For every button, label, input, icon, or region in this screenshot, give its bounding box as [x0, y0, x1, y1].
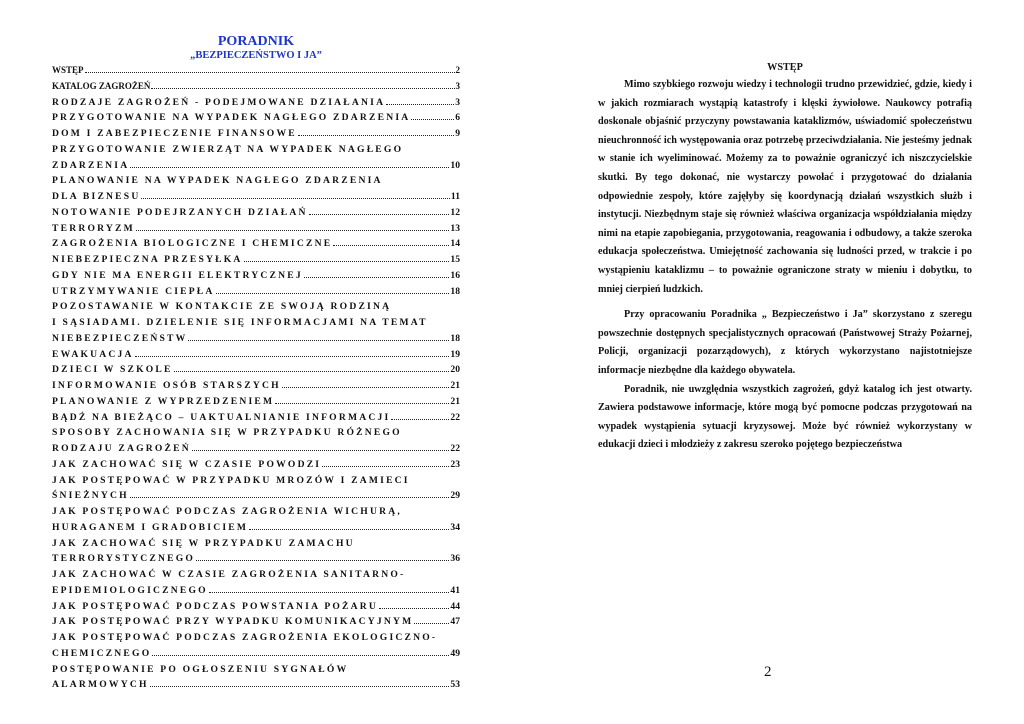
- toc-dot-leader: [151, 88, 454, 89]
- toc-entry-title: DZIECI W SZKOLE: [52, 364, 173, 376]
- toc-entry-line: [52, 599, 460, 615]
- toc-entry-line: [52, 536, 460, 552]
- toc-entry-line: [52, 173, 460, 189]
- toc-entry-title: EPIDEMIOLOGICZNEGO: [52, 584, 208, 596]
- toc-entry-title: RODZAJU ZAGROŻEŃ: [52, 443, 191, 454]
- toc-entry: [52, 567, 460, 599]
- toc-page-number: 18: [450, 285, 460, 297]
- toc-entry-title: JAK POSTĘPOWAĆ PODCZAS POWSTANIA POŻARU: [52, 600, 379, 612]
- toc-entry-line: [52, 95, 460, 111]
- toc-entry: [52, 410, 460, 426]
- toc-entry-line: [52, 79, 460, 95]
- toc-entry-title: I SĄSIADAMI. DZIELENIE SIĘ INFORMACJAMI NA TEMAT: [52, 317, 428, 328]
- toc-page-number: 22: [450, 411, 460, 423]
- toc-entry-line: [52, 362, 460, 378]
- toc-entry-line: [52, 331, 460, 347]
- toc-entry: [52, 221, 460, 237]
- toc-entry-title: JAK ZACHOWAĆ W CZASIE ZAGROŻENIA SANITARNO-: [52, 569, 406, 580]
- toc-dot-leader: [414, 623, 449, 624]
- toc-entry-title: TERRORYSTYCZNEGO: [52, 553, 196, 565]
- toc-entry-line: [52, 441, 460, 457]
- toc-dot-leader: [141, 198, 449, 199]
- page-number: 2: [764, 664, 772, 680]
- toc-page-number: 6: [455, 112, 460, 124]
- toc-entry-line: [52, 410, 460, 426]
- toc-entry: [52, 284, 460, 300]
- toc-entry: [52, 205, 460, 221]
- toc-entry-title: POSTĘPOWANIE PO OGŁOSZENIU SYGNAŁÓW: [52, 663, 349, 675]
- toc-entry-line: [52, 473, 460, 489]
- toc-entry-line: [52, 158, 460, 174]
- toc-entry-title: INFORMOWANIE OSÓB STARSZYCH: [52, 380, 281, 391]
- toc-entry-line: [52, 299, 460, 315]
- toc-page-number: 22: [450, 443, 460, 454]
- toc-entry-title: WSTĘP: [52, 65, 84, 75]
- toc-dot-leader: [196, 560, 449, 561]
- toc-entry-line: [52, 284, 460, 300]
- toc-entry: [52, 236, 460, 252]
- toc-dot-leader: [391, 419, 449, 420]
- toc-entry-line: [52, 110, 460, 126]
- toc-entry-title: RODZAJE ZAGROŻEŃ - PODEJMOWANE DZIAŁANIA: [52, 96, 386, 108]
- toc-entry: [52, 378, 460, 394]
- toc-entry: [52, 599, 460, 615]
- toc-entry-line: [52, 646, 460, 662]
- toc-entry-line: [52, 252, 460, 268]
- toc-entry: [52, 299, 460, 346]
- toc-page-number: 19: [450, 348, 460, 360]
- toc-entry-line: [52, 677, 460, 693]
- toc-page-number: 12: [450, 206, 460, 218]
- toc-entry-title: GDY NIE MA ENERGII ELEKTRYCZNEJ: [52, 269, 303, 281]
- toc-entry-line: [52, 315, 460, 331]
- toc-entry-title: JAK POSTĘPOWAĆ W PRZYPADKU MROZÓW I ZAMIECI: [52, 474, 410, 486]
- toc-entry: [52, 394, 460, 410]
- page-subtitle: „BEZPIECZEŃSTWO I JA”: [190, 50, 322, 61]
- intro-paragraph-3: Poradnik, nie uwzględnia wszystkich zagrożeń, gdyż katalog ich jest otwarty. Zawiera podstawowe informacje, które mogą być pomocne podczas przygotowań na wypadek wystąpienia sytuacji kryzysowej. Może być również wykorzystany w edukacji dzieci i młodzieży z zakresu szeroko pojętego bezpieczeństwa: [598, 383, 972, 451]
- toc-entry-title: TERRORYZM: [52, 222, 135, 234]
- intro-paragraph-1: Mimo szybkiego rozwoju wiedzy i technologii trudno przewidzieć, gdzie, kiedy i w jakich rozmiarach wystąpią katastrofy i klęski żywiołowe. Naukowcy potrafią doskonale objaśnić przyczyny powstawania kataklizmów, uświadomić społeczeństwu nieuchronność ich występowania oraz potrzebę przeciwdziałania. Nie jesteśmy jednak w stanie ich wyeliminować. Możemy za to poważnie ograniczyć ich niszczycielskie skutki. By tego dokonać, nie wystarczy powołać i przygotować do działania odpowiednie zespoły, które zajęłyby się koordynacją działań wszystkich służb i instytucji. Niezbędnym staje się również właściwa organizacja współdziałania między nimi na etapie zapobiegania, przygotowania, reagowania i odbudowy, a także szeroka edukacja społeczeństwa. Umiejętność zachowania się ludności przed, w trakcie i po wystąpieniu kataklizmu – to poważnie ograniczone straty w mieniu i dobytku, to mniej cierpień ludzkich.: [598, 79, 972, 295]
- toc-entry-line: [52, 142, 460, 158]
- toc-entry: [52, 142, 460, 174]
- toc-entry-line: [52, 63, 460, 79]
- toc-entry: [52, 95, 460, 111]
- toc-page-number: 18: [450, 332, 460, 344]
- toc-entry-title: ALARMOWYCH: [52, 679, 149, 691]
- toc-page-number: 2: [455, 65, 460, 75]
- toc-dot-leader: [333, 245, 449, 246]
- toc-entry-title: ZDARZENIA: [52, 159, 130, 171]
- toc-entry-line: [52, 583, 460, 599]
- toc-entry-line: [52, 378, 460, 394]
- toc-entry: [52, 662, 460, 694]
- toc-dot-leader: [136, 230, 450, 231]
- toc-dot-leader: [209, 592, 450, 593]
- toc-entry: [52, 79, 460, 95]
- toc-dot-leader: [304, 277, 450, 278]
- toc-entry: [52, 173, 460, 205]
- toc-dot-leader: [386, 104, 454, 105]
- toc-page-number: 13: [450, 222, 460, 234]
- toc-page-number: 29: [450, 490, 460, 502]
- toc-entry-title: KATALOG ZAGROŻEŃ: [52, 80, 151, 91]
- toc-page-number: 21: [450, 395, 460, 407]
- toc-entry-title: PLANOWANIE Z WYPRZEDZENIEM: [52, 395, 275, 407]
- toc-page-number: 53: [450, 679, 460, 691]
- toc-entry: [52, 630, 460, 662]
- toc-entry-line: [52, 221, 460, 237]
- toc-dot-leader: [216, 293, 450, 294]
- toc-dot-leader: [192, 450, 450, 451]
- toc-entry-title: DLA BIZNESU: [52, 191, 141, 202]
- toc-entry-title: PRZYGOTOWANIE ZWIERZĄT NA WYPADEK NAGŁEGO: [52, 143, 404, 155]
- toc-entry-title: JAK ZACHOWAĆ SIĘ W PRZYPADKU ZAMACHU: [52, 537, 355, 549]
- toc-entry-line: [52, 488, 460, 504]
- toc-page-number: 3: [455, 80, 460, 91]
- toc-entry-line: [52, 394, 460, 410]
- toc-entry-title: BĄDŹ NA BIEŻĄCO – UAKTUALNIANIE INFORMACJI: [52, 411, 391, 423]
- toc-entry-line: [52, 268, 460, 284]
- toc-dot-leader: [244, 261, 450, 262]
- toc-entry: [52, 110, 460, 126]
- toc-page-number: 11: [450, 191, 460, 202]
- toc-entry-title: CHEMICZNEGO: [52, 647, 152, 659]
- toc-dot-leader: [298, 135, 454, 136]
- toc-entry-line: [52, 567, 460, 583]
- toc-entry: [52, 347, 460, 363]
- toc-entry-title: JAK POSTĘPOWAĆ PRZY WYPADKU KOMUNIKACYJNYM: [52, 616, 414, 628]
- toc-dot-leader: [130, 497, 450, 498]
- section-heading: WSTĘP: [767, 62, 803, 73]
- toc-entry-title: ŚNIEŻNYCH: [52, 490, 129, 502]
- toc-entry-line: [52, 189, 460, 205]
- toc-entry: [52, 268, 460, 284]
- toc-page-number: 49: [450, 647, 460, 659]
- toc-entry-title: PLANOWANIE NA WYPADEK NAGŁEGO ZDARZENIA: [52, 175, 383, 187]
- toc-entry: [52, 425, 460, 457]
- toc-page-number: 23: [450, 458, 460, 470]
- toc-entry: [52, 457, 460, 473]
- toc-dot-leader: [152, 655, 449, 656]
- toc-entry-title: ZAGROŻENIA BIOLOGICZNE I CHEMICZNE: [52, 238, 333, 250]
- toc-page-number: 36: [450, 553, 460, 565]
- toc-entry-line: [52, 630, 460, 646]
- toc-entry-title: NIEBEZPIECZNA PRZESYŁKA: [52, 254, 243, 265]
- toc-entry-title: DOM I ZABEZPIECZENIE FINANSOWE: [52, 128, 297, 139]
- toc-dot-leader: [322, 466, 449, 467]
- toc-list: [52, 63, 460, 693]
- toc-entry: [52, 614, 460, 630]
- toc-entry: [52, 536, 460, 568]
- toc-dot-leader: [135, 356, 450, 357]
- toc-entry-title: NIEBEZPIECZEŃSTW: [52, 332, 188, 344]
- toc-entry-title: EWAKUACJA: [52, 348, 134, 360]
- toc-page-number: 44: [450, 600, 460, 612]
- toc-page-number: 20: [450, 364, 460, 376]
- toc-entry-line: [52, 662, 460, 678]
- introduction-section: [598, 60, 972, 455]
- toc-entry-line: [52, 126, 460, 142]
- toc-entry-title: JAK POSTĘPOWAĆ PODCZAS ZAGROŻENIA WICHURĄ,: [52, 506, 402, 517]
- toc-entry: [52, 504, 460, 536]
- toc-entry-title: HURAGANEM I GRADOBICIEM: [52, 521, 249, 533]
- toc-entry-line: [52, 236, 460, 252]
- toc-entry-title: NOTOWANIE PODEJRZANYCH DZIAŁAŃ: [52, 206, 308, 218]
- toc-entry: [52, 63, 460, 79]
- toc-dot-leader: [174, 371, 450, 372]
- toc-page-number: 14: [450, 238, 460, 250]
- intro-paragraph-2: Przy opracowaniu Poradnika „ Bezpieczeństwo i Ja” skorzystano z szeregu powszechnie dostępnych specjalistycznych opracowań (Państwowej Straży Pożarnej, Policji, organizacji pozarządowych), z których wykorzystano najistotniejsze informacje niezbędne dla każdego obywatela.: [598, 309, 972, 376]
- toc-page-number: 15: [450, 254, 460, 265]
- toc-entry-line: [52, 614, 460, 630]
- toc-dot-leader: [309, 214, 450, 215]
- toc-dot-leader: [411, 119, 454, 120]
- toc-entry: [52, 126, 460, 142]
- toc-entry-title: POZOSTAWANIE W KONTAKCIE ZE SWOJĄ RODZINĄ: [52, 301, 392, 313]
- toc-entry-line: [52, 205, 460, 221]
- toc-entry-title: UTRZYMYWANIE CIEPŁA: [52, 285, 215, 297]
- toc-page-number: 21: [450, 380, 460, 391]
- toc-dot-leader: [188, 340, 449, 341]
- toc-page-number: 16: [450, 269, 460, 281]
- toc-dot-leader: [130, 167, 449, 168]
- toc-page-number: 47: [450, 616, 460, 628]
- toc-entry-line: [52, 347, 460, 363]
- toc-entry-title: JAK POSTĘPOWAĆ PODCZAS ZAGROŻENIA EKOLOGICZNO-: [52, 632, 438, 643]
- toc-dot-leader: [379, 608, 449, 609]
- toc-dot-leader: [249, 529, 449, 530]
- toc-page-number: 34: [450, 521, 460, 533]
- toc-entry: [52, 362, 460, 378]
- toc-page-number: 3: [455, 96, 460, 108]
- page-title: PORADNIK: [217, 34, 295, 49]
- toc-page-number: 41: [450, 584, 460, 596]
- toc-page-number: 9: [455, 128, 460, 139]
- toc-dot-leader: [150, 686, 450, 687]
- toc-entry-line: [52, 504, 460, 520]
- toc-entry: [52, 252, 460, 268]
- table-of-contents-page: [52, 34, 460, 693]
- toc-dot-leader: [85, 72, 455, 73]
- toc-entry-title: PRZYGOTOWANIE NA WYPADEK NAGŁEGO ZDARZENIA: [52, 112, 411, 124]
- toc-entry-line: [52, 551, 460, 567]
- toc-entry-line: [52, 520, 460, 536]
- toc-entry: [52, 473, 460, 505]
- toc-entry-title: SPOSOBY ZACHOWANIA SIĘ W PRZYPADKU RÓŻNEGO: [52, 427, 402, 439]
- toc-entry-line: [52, 425, 460, 441]
- toc-page-number: 10: [450, 159, 460, 171]
- toc-entry-line: [52, 457, 460, 473]
- toc-dot-leader: [275, 403, 449, 404]
- toc-dot-leader: [282, 387, 450, 388]
- toc-entry-title: JAK ZACHOWAĆ SIĘ W CZASIE POWODZI: [52, 458, 322, 470]
